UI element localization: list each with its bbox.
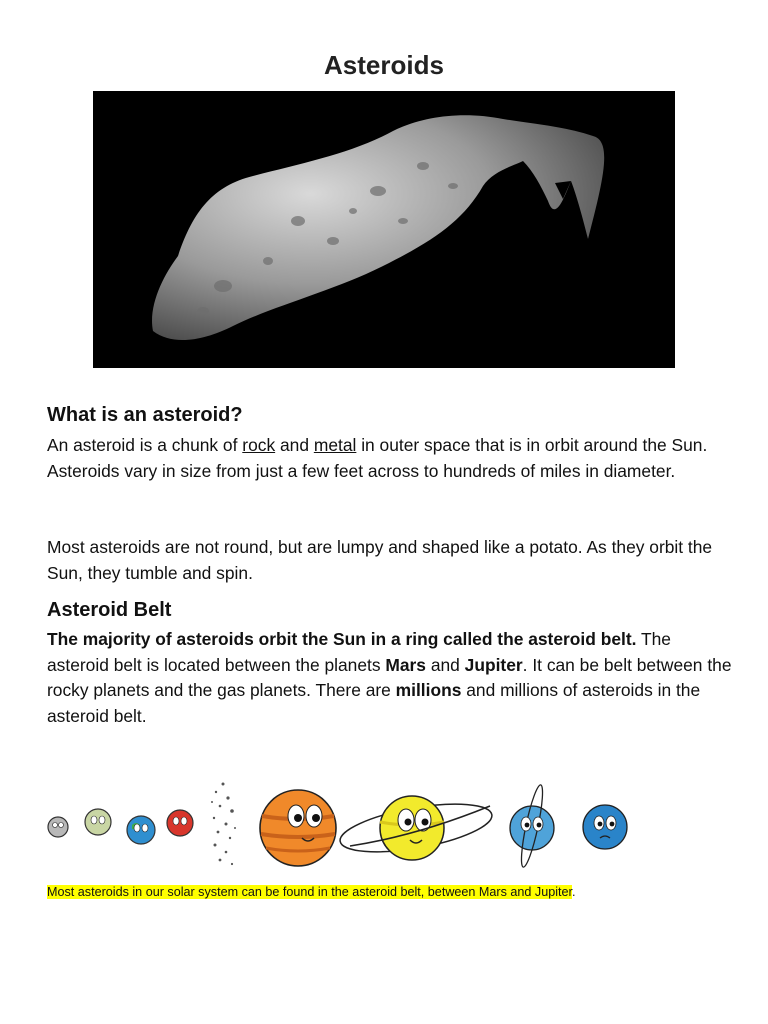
asteroid-photo (93, 91, 675, 368)
asteroid-belt-icon (211, 783, 236, 866)
saturn-icon (337, 795, 496, 861)
paragraph-belt: The majority of asteroids orbit the Sun in a ring called the asteroid belt. The asteroid belt is located between the planets Mars and Jupiter. It can be belt between the rocky planets and the gas planets. There are millions and millions of asteroids in the asteroid belt. (47, 629, 732, 726)
mercury-icon (48, 817, 68, 837)
paragraph-shape: Most asteroids are not round, but are lumpy and shaped like a potato. As they orbit the Sun, they tumble and spin. (47, 537, 713, 583)
link-rock: rock (242, 435, 276, 455)
jupiter-icon (260, 790, 336, 866)
highlighted-caption: Most asteroids in our solar system can be found in the asteroid belt, between Mars and Jupiter (47, 885, 573, 899)
caption: Most asteroids in our solar system can be found in the asteroid belt, between Mars and Jupiter. (47, 885, 576, 899)
paragraph-definition: An asteroid is a chunk of rock and metal in outer space that is in orbit around the Sun. Asteroids vary in size from just a few feet across to hundreds of miles in diameter. (47, 435, 708, 481)
venus-icon (85, 809, 111, 835)
uranus-icon (510, 784, 554, 869)
link-metal: metal (313, 435, 357, 455)
neptune-icon (583, 805, 627, 849)
earth-icon (127, 816, 155, 844)
planets-illustration (40, 778, 640, 870)
page-title: Asteroids (324, 50, 444, 80)
section-heading-what: What is an asteroid? (47, 404, 243, 426)
mars-icon (167, 810, 193, 836)
section-heading-belt: Asteroid Belt (47, 599, 172, 621)
